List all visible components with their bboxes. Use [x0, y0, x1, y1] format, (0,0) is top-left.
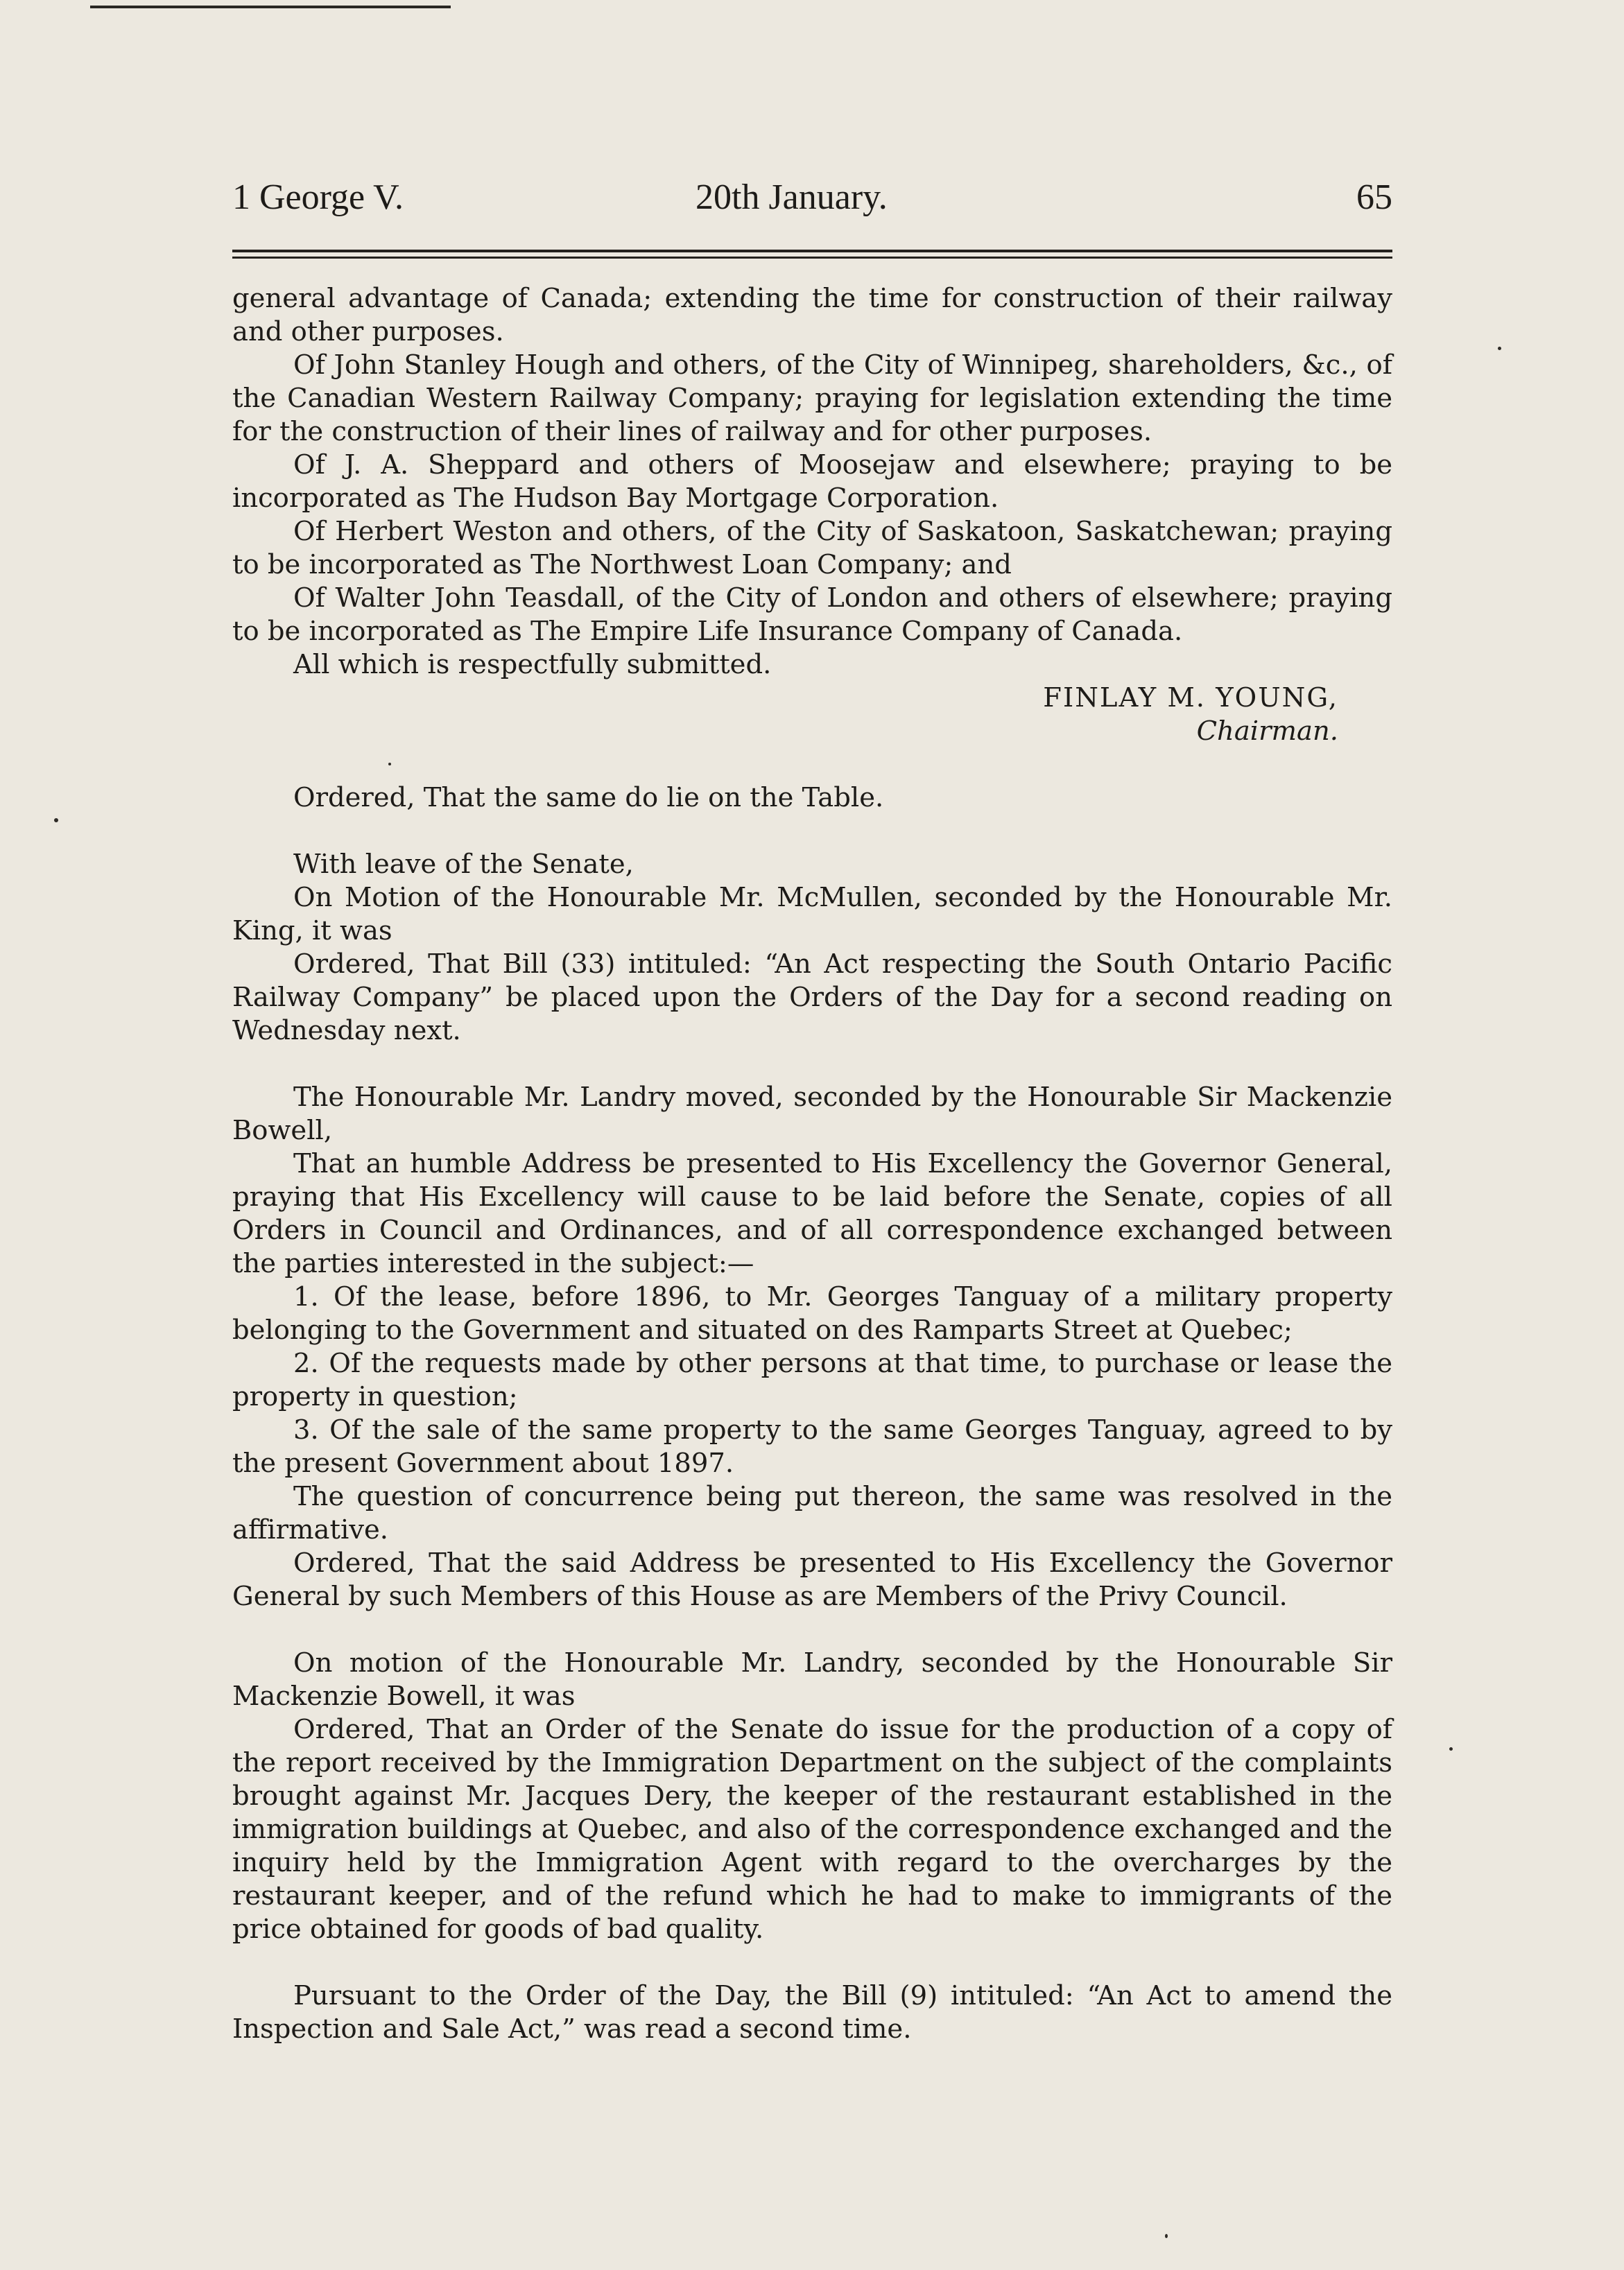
- order-immigration-report: Ordered, That an Order of the Senate do issue for the production of a copy of the report received by the Immigration Department on the subject of the complaints brought against Mr. Jacques Dery, the keeper of the restaurant established in the immigration buildings at Quebec, and also of the correspondence exchanged and the inquiry held by the Immigration Agent with regard to the overcharges by the restaurant keeper, and of the refund which he had to make to immigrants of the price obtained for goods of bad quality.: [232, 1714, 1392, 1945]
- motion-landry-dery: On motion of the Honourable Mr. Landry, seconded by the Honourable Sir Mackenzie Bowell, it was: [232, 1647, 1392, 1712]
- page-body: [232, 282, 1392, 2046]
- address-item-1: 1. Of the lease, before 1896, to Mr. Georges Tanguay of a military property belonging to the Government and situated on des Ramparts Street at Quebec;: [232, 1281, 1392, 1346]
- leave-of-senate: With leave of the Senate,: [293, 849, 634, 880]
- page-number: 65: [1356, 177, 1392, 217]
- petition-continuation: general advantage of Canada; extending the time for construction of their railway and other purposes.: [232, 283, 1392, 347]
- petition-weston: Of Herbert Weston and others, of the City of Saskatoon, Saskatchewan; praying to be incorporated as The Northwest Loan Company; and: [232, 516, 1392, 580]
- signatory-title: Chairman.: [1196, 716, 1338, 747]
- signatory-name: FINLAY M. YOUNG,: [1043, 682, 1338, 713]
- header-date: 20th January.: [696, 177, 888, 217]
- print-speck: [388, 763, 391, 765]
- order-lie-on-table: Ordered, That the same do lie on the Table.: [293, 782, 884, 813]
- petition-hough: Of John Stanley Hough and others, of the City of Winnipeg, shareholders, &c., of the Canadian Western Railway Company; praying for legislation extending the time for the construction of their lines of railway and for other purposes.: [232, 349, 1392, 447]
- address-item-3: 3. Of the sale of the same property to the same Georges Tanguay, agreed to by the present Government about 1897.: [232, 1414, 1392, 1479]
- regnal-year: 1 George V.: [232, 177, 404, 217]
- petition-teasdall: Of Walter John Teasdall, of the City of London and others of elsewhere; praying to be incorporated as The Empire Life Insurance Company of Canada.: [232, 582, 1392, 647]
- print-speck: [1498, 347, 1501, 350]
- motion-landry-address: The Honourable Mr. Landry moved, seconded by the Honourable Sir Mackenzie Bowell,: [232, 1082, 1392, 1146]
- print-speck: [54, 818, 58, 822]
- concurrence-resolved: The question of concurrence being put thereon, the same was resolved in the affirmative.: [232, 1481, 1392, 1545]
- committee-signature: [232, 682, 1338, 748]
- order-address-presented: Ordered, That the said Address be presented to His Excellency the Governor General by such Members of this House as are Members of the Privy Council.: [232, 1548, 1392, 1612]
- running-header: [232, 173, 1392, 222]
- journal-page: [232, 173, 1392, 2239]
- header-double-rule: [232, 250, 1392, 259]
- motion-mcmullen: On Motion of the Honourable Mr. McMullen, seconded by the Honourable Mr. King, it was: [232, 882, 1392, 946]
- print-speck: [1449, 1747, 1453, 1751]
- address-item-2: 2. Of the requests made by other persons at that time, to purchase or lease the property in question;: [232, 1348, 1392, 1412]
- page-top-edge-mark: [90, 6, 451, 8]
- order-bill-33: Ordered, That Bill (33) intituled: “An Act respecting the South Ontario Pacific Railway Company” be placed upon the Orders of the Day for a second reading on Wednesday next.: [232, 948, 1392, 1046]
- petition-sheppard: Of J. A. Sheppard and others of Moosejaw and elsewhere; praying to be incorporated as The Hudson Bay Mortgage Corporation.: [232, 449, 1392, 514]
- humble-address: That an humble Address be presented to His Excellency the Governor General, praying that His Excellency will cause to be laid before the Senate, copies of all Orders in Council and Ordinances, and of all correspondence exchanged between the parties interested in the subject:—: [232, 1148, 1392, 1279]
- print-speck: [1165, 2234, 1168, 2238]
- bill-9-second-reading: Pursuant to the Order of the Day, the Bill (9) intituled: “An Act to amend the Inspection and Sale Act,” was read a second time.: [232, 1980, 1392, 2045]
- submission-line: All which is respectfully submitted.: [293, 649, 772, 680]
